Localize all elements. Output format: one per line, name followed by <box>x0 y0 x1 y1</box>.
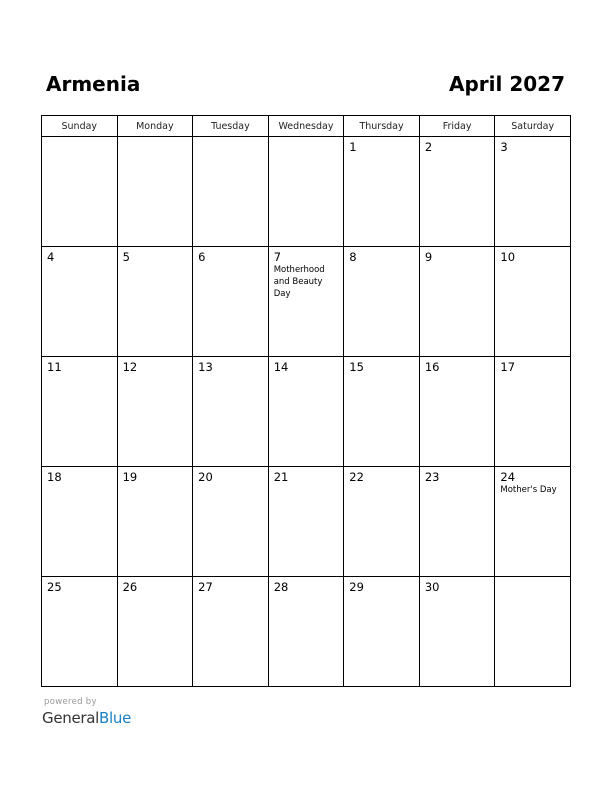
day-number: 5 <box>122 250 130 264</box>
day-cell <box>268 137 344 247</box>
day-number: 14 <box>273 360 289 374</box>
day-cell <box>268 357 344 467</box>
day-number: 28 <box>273 580 289 594</box>
day-cell <box>117 137 193 247</box>
day-number: 7 <box>273 250 282 264</box>
day-cell <box>117 467 193 577</box>
day-number: 26 <box>122 580 138 594</box>
day-cell <box>419 357 495 467</box>
weekday-header: Sunday <box>42 116 118 137</box>
day-number <box>118 137 193 140</box>
day-number: 4 <box>47 250 55 264</box>
day-number: 25 <box>47 580 62 594</box>
calendar-grid <box>41 115 571 687</box>
day-cell <box>268 467 344 577</box>
day-number <box>193 137 268 140</box>
weekday-header-row <box>42 116 571 137</box>
day-cell <box>495 247 571 357</box>
day-cell <box>193 357 269 467</box>
day-number: 20 <box>198 470 213 484</box>
day-cell <box>42 577 118 687</box>
week-row <box>42 357 571 467</box>
day-cell <box>117 577 193 687</box>
powered-by-label: powered by <box>44 697 97 707</box>
weekday-header: Tuesday <box>193 116 269 137</box>
day-number <box>269 137 344 140</box>
day-number: 15 <box>349 360 364 374</box>
day-cell <box>193 137 269 247</box>
day-number: 1 <box>349 140 357 154</box>
brand-blue-text: Blue <box>99 709 132 727</box>
day-cell <box>193 577 269 687</box>
day-number: 8 <box>349 250 357 264</box>
day-number: 24 <box>500 470 516 484</box>
day-cell <box>42 247 118 357</box>
day-number: 18 <box>47 470 62 484</box>
day-cell <box>268 247 344 357</box>
day-number: 16 <box>424 360 440 374</box>
day-cell <box>419 577 495 687</box>
weekday-header: Friday <box>419 116 495 137</box>
weekday-header: Monday <box>117 116 193 137</box>
day-cell <box>42 357 118 467</box>
day-number: 3 <box>500 140 508 154</box>
brand-general-text: General <box>42 709 100 727</box>
day-number: 10 <box>500 250 516 264</box>
day-cell <box>419 467 495 577</box>
day-cell <box>193 467 269 577</box>
day-number: 2 <box>424 140 433 154</box>
day-cell <box>419 247 495 357</box>
day-cell <box>193 247 269 357</box>
day-number: 11 <box>47 360 62 374</box>
weekday-header: Wednesday <box>268 116 344 137</box>
generalblue-logo[interactable] <box>42 708 131 728</box>
country-title: Armenia <box>46 72 141 96</box>
day-cell <box>419 137 495 247</box>
day-number: 21 <box>273 470 289 484</box>
day-number: 23 <box>424 470 440 484</box>
day-cell <box>495 357 571 467</box>
holiday-label: Mother's Day <box>500 485 557 495</box>
day-cell <box>344 247 420 357</box>
day-number: 9 <box>424 250 433 264</box>
holiday-label: Motherhood and Beauty Day <box>273 265 325 299</box>
day-number <box>42 137 117 140</box>
day-cell <box>344 357 420 467</box>
day-cell <box>117 247 193 357</box>
day-number: 19 <box>122 470 138 484</box>
day-number: 13 <box>198 360 213 374</box>
day-number: 30 <box>424 580 440 594</box>
day-cell <box>344 467 420 577</box>
day-cell <box>495 577 571 687</box>
day-number: 27 <box>198 580 213 594</box>
day-number <box>495 577 570 580</box>
month-year-title: April 2027 <box>449 72 565 96</box>
week-row <box>42 577 571 687</box>
day-cell <box>42 467 118 577</box>
day-cell <box>42 137 118 247</box>
day-number: 12 <box>122 360 138 374</box>
day-cell <box>117 357 193 467</box>
day-cell <box>344 577 420 687</box>
weekday-header: Thursday <box>344 116 420 137</box>
week-row <box>42 137 571 247</box>
week-row <box>42 247 571 357</box>
week-row <box>42 467 571 577</box>
weekday-header: Saturday <box>495 116 571 137</box>
day-cell <box>268 577 344 687</box>
day-cell <box>344 137 420 247</box>
day-number: 22 <box>349 470 364 484</box>
day-number: 17 <box>500 360 516 374</box>
day-number: 29 <box>349 580 364 594</box>
day-cell <box>495 467 571 577</box>
day-cell <box>495 137 571 247</box>
day-number: 6 <box>198 250 206 264</box>
